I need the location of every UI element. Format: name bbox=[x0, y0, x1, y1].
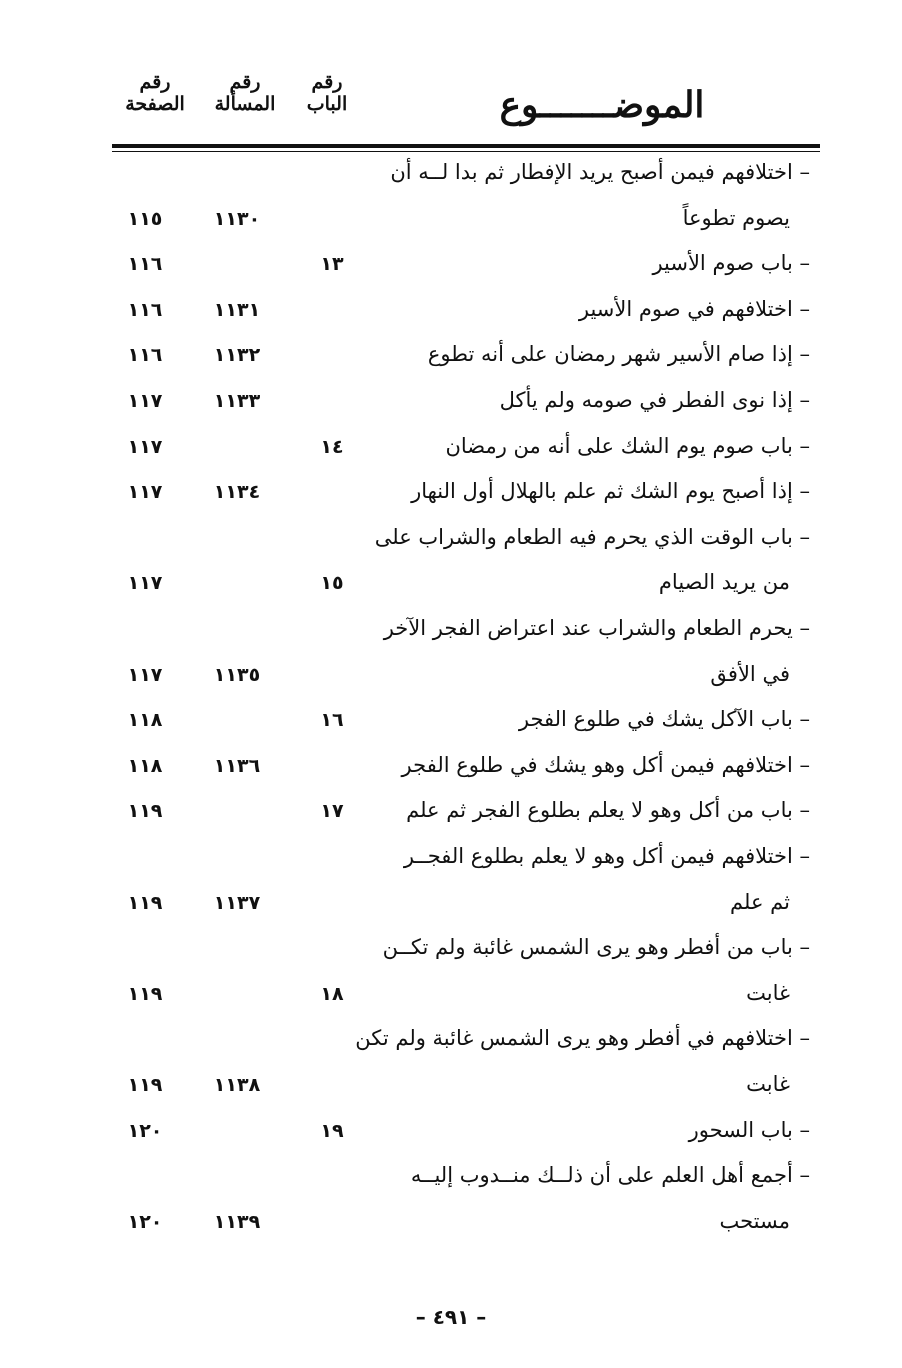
entry-text: – باب الوقت الذي يحرم فيه الطعام والشراب على bbox=[374, 524, 810, 549]
entry-text: – يحرم الطعام والشراب عند اعتراض الفجر الآخر bbox=[383, 616, 810, 640]
index-row bbox=[0, 479, 902, 525]
entry-text: – باب صوم الأسير bbox=[652, 251, 810, 276]
page-ref: ١١٧ bbox=[127, 663, 163, 686]
entry-text: – باب الآكل يشك في طلوع الفجر bbox=[518, 707, 810, 732]
page-ref: ١١٦ bbox=[127, 344, 163, 367]
index-row bbox=[0, 434, 902, 480]
chapter-number: ١٣ bbox=[320, 253, 344, 276]
entry-text: – باب من أكل وهو لا يعلم بطلوع الفجر ثم علم bbox=[406, 798, 810, 823]
header-rule bbox=[112, 144, 820, 148]
entry-text: – اختلافهم فيمن أكل وهو لا يعلم بطلوع الفجــر bbox=[403, 844, 810, 868]
issue-number: ١١٣٦ bbox=[213, 754, 261, 777]
chapter-number: ١٦ bbox=[320, 709, 344, 732]
index-row bbox=[0, 753, 902, 799]
chapter-number: ١٤ bbox=[320, 435, 344, 458]
header-safha-line1: رقم bbox=[139, 71, 171, 93]
page-ref: ١١٨ bbox=[127, 754, 163, 777]
index-row bbox=[0, 935, 902, 981]
entry-text: – اختلافهم في أفطر وهو يرى الشمس غائبة ولم تكن bbox=[355, 1026, 810, 1051]
header-safha bbox=[110, 72, 200, 116]
index-row bbox=[0, 297, 902, 343]
index-row bbox=[0, 388, 902, 434]
header-masala bbox=[200, 72, 290, 116]
page-ref: ١١٧ bbox=[127, 435, 163, 458]
page-ref: ١١٧ bbox=[127, 390, 163, 412]
issue-number: ١١٣٩ bbox=[213, 1210, 261, 1233]
header-safha-line2: الصفحة bbox=[125, 92, 185, 115]
entry-text: – إذا صام الأسير شهر رمضان على أنه تطوع bbox=[427, 342, 810, 367]
page-ref: ١١٨ bbox=[127, 709, 163, 732]
issue-number: ١١٣٤ bbox=[213, 481, 261, 504]
header-masala-line1: رقم bbox=[229, 71, 261, 93]
page-ref: ١٢٠ bbox=[127, 1119, 163, 1142]
header-bab-line1: رقم bbox=[311, 71, 343, 93]
entry-text: – باب من أفطر وهو يرى الشمس غائبة ولم تكــن bbox=[382, 935, 810, 960]
header-topic: الموضـــــــوع bbox=[499, 84, 705, 126]
index-row bbox=[0, 1163, 902, 1209]
entry-text: – إذا أصبح يوم الشك ثم علم بالهلال أول النهار bbox=[411, 479, 810, 504]
entry-text: من يريد الصيام bbox=[658, 570, 790, 595]
header-masala-line2: المسألة bbox=[214, 92, 276, 115]
entry-text: – باب صوم يوم الشك على أنه من رمضان bbox=[445, 433, 810, 458]
index-row bbox=[0, 251, 902, 297]
entry-text: مستحب bbox=[719, 1208, 790, 1233]
issue-number: ١١٣٧ bbox=[213, 891, 261, 914]
page-ref: ١١٦ bbox=[127, 298, 163, 321]
issue-number: ١١٣١ bbox=[213, 298, 261, 321]
header-bab-line2: الباب bbox=[306, 92, 348, 115]
chapter-number: ١٥ bbox=[320, 572, 344, 595]
entry-text: – باب السحور bbox=[688, 1117, 810, 1142]
page-ref: ١١٩ bbox=[127, 1074, 163, 1096]
page-number: – ٤٩١ – bbox=[415, 1305, 487, 1329]
index-row bbox=[0, 616, 902, 662]
header-rule-thin bbox=[112, 151, 820, 152]
page-ref: ١١٩ bbox=[127, 800, 163, 823]
page-ref: ١١٩ bbox=[127, 982, 163, 1005]
issue-number: ١١٣٥ bbox=[213, 663, 261, 686]
issue-number: ١١٣٨ bbox=[213, 1074, 261, 1096]
chapter-number: ١٨ bbox=[320, 982, 344, 1005]
index-row bbox=[0, 206, 902, 252]
page-ref: ١١٧ bbox=[127, 481, 163, 504]
index-row bbox=[0, 570, 902, 616]
issue-number: ١١٣٠ bbox=[213, 207, 261, 230]
entry-text: ثم علم bbox=[730, 889, 790, 914]
index-row bbox=[0, 342, 902, 388]
entry-text: يصوم تطوعاً bbox=[682, 205, 790, 230]
index-row bbox=[0, 662, 902, 708]
page-ref: ١١٩ bbox=[127, 891, 163, 914]
index-row bbox=[0, 890, 902, 936]
index-row bbox=[0, 525, 902, 571]
index-row bbox=[0, 707, 902, 753]
page-ref: ١١٧ bbox=[127, 572, 163, 595]
entry-text: – أجمع أهل العلم على أن ذلــك منــدوب إليــه bbox=[410, 1163, 810, 1188]
entry-text: غابت bbox=[746, 1072, 790, 1096]
index-row bbox=[0, 844, 902, 890]
issue-number: ١١٣٢ bbox=[213, 344, 261, 367]
entry-text: غابت bbox=[746, 980, 790, 1005]
page-ref: ١١٦ bbox=[127, 253, 163, 276]
index-row bbox=[0, 981, 902, 1027]
page-ref: ١١٥ bbox=[127, 207, 163, 230]
page-ref: ١٢٠ bbox=[127, 1210, 163, 1233]
index-row bbox=[0, 1209, 902, 1255]
index-row bbox=[0, 1072, 902, 1118]
index-row bbox=[0, 1026, 902, 1072]
entry-text: – إذا نوى الفطر في صومه ولم يأكل bbox=[499, 388, 810, 412]
chapter-number: ١٧ bbox=[320, 800, 344, 823]
chapter-number: ١٩ bbox=[320, 1119, 344, 1142]
index-row bbox=[0, 1118, 902, 1164]
index-row bbox=[0, 160, 902, 206]
issue-number: ١١٣٣ bbox=[213, 390, 261, 412]
header-bab bbox=[292, 72, 362, 116]
index-row bbox=[0, 798, 902, 844]
entry-text: – اختلافهم في صوم الأسير bbox=[578, 296, 810, 321]
entry-text: – اختلافهم فيمن أكل وهو يشك في طلوع الفجر bbox=[401, 752, 810, 777]
entry-text: – اختلافهم فيمن أصبح يريد الإفطار ثم بدا لــه أن bbox=[390, 160, 810, 184]
entry-text: في الأفق bbox=[710, 661, 790, 686]
